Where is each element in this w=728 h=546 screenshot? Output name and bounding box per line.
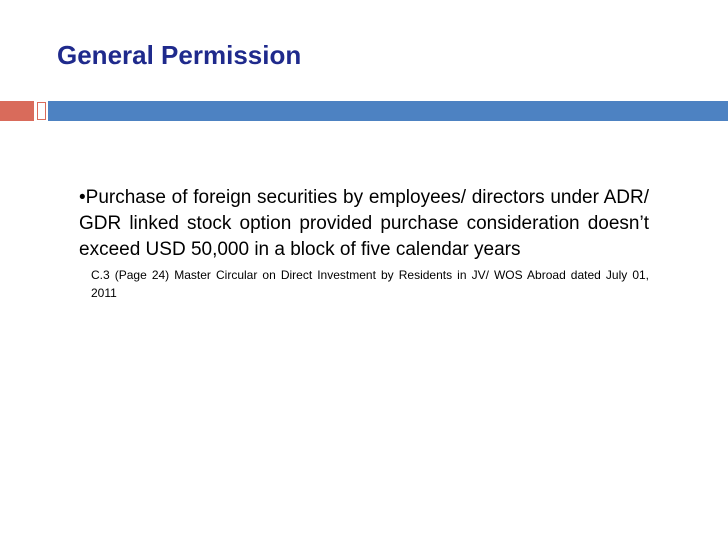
bullet-text: Purchase of foreign securities by employees/ directors under ADR/ GDR linked stock option provided purchase consideration doesn’t exceed USD 50,000 in a block of five calendar years xyxy=(79,187,649,260)
accent-bar-right xyxy=(48,101,728,121)
accent-bar-left xyxy=(0,101,34,121)
bullet-marker: • xyxy=(79,187,86,208)
bullet-item xyxy=(79,185,649,263)
slide-title: General Permission xyxy=(57,40,302,70)
content-box xyxy=(79,185,649,302)
accent-square xyxy=(37,102,46,120)
reference-note: C.3 (Page 24) Master Circular on Direct Investment by Residents in JV/ WOS Abroad dated July 01, 2011 xyxy=(91,268,649,300)
